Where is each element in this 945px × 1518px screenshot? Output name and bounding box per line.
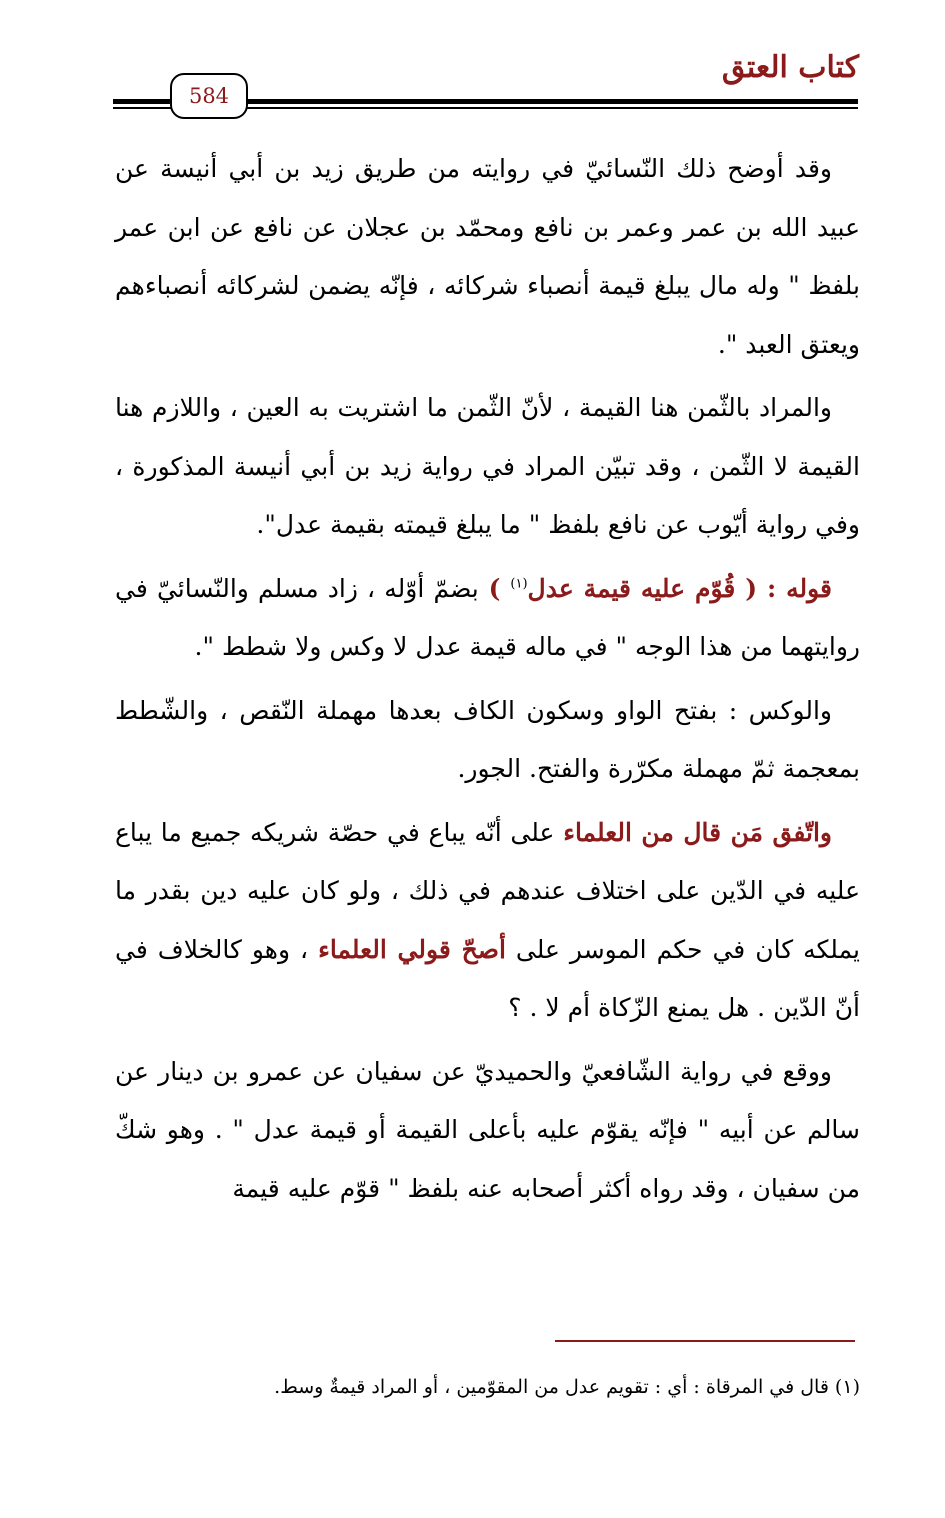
paragraph [115,1043,860,1219]
footnote: (١) قال في المرقاة : أي : تقويم عدل من المقوّمين ، أو المراد قيمةٌ وسط. [274,1376,860,1398]
page-number-badge: 584 [170,73,248,119]
paragraph [115,140,860,374]
paragraph [115,379,860,555]
chapter-title: كتاب العتق [721,50,859,85]
highlighted-text: قوله : ( قُوّم عليه قيمة عدل [527,573,832,603]
paragraph-text: والوكس : بفتح الواو وسكون الكاف بعدها مهملة النّقص ، والشّطط بمعجمة ثمّ مهملة مكرّرة والفتح. الجور. [115,695,860,783]
page-header [0,0,945,120]
footnote-separator [555,1340,855,1342]
paragraph-text: وقد أوضح ذلك النّسائيّ في روايته من طريق زيد بن أبي أنيسة عن عبيد الله بن عمر وعمر بن نافع ومحمّد بن عجلان عن نافع عن ابن عمر بلفظ " وله مال يبلغ قيمة أنصباء شركائه ، فإنّه يضمن لشركائه أنصباءهم ويعتق العبد ". [115,154,860,359]
paragraph-text: ، وهو كالخلاف في أنّ الدّين . هل يمنع الزّكاة أم لا . ؟ [115,934,860,1022]
paragraph-text: بضمّ أوّله ، زاد مسلم والنّسائيّ في روايتهما من هذا الوجه " في ماله قيمة عدل لا وكس ولا شطط ". [115,573,860,661]
paragraph [115,682,860,799]
paragraph-text: والمراد بالثّمن هنا القيمة ، لأنّ الثّمن ما اشتريت به العين ، واللازم هنا القيمة لا الثّمن ، وقد تبيّن المراد في رواية زيد بن أبي أنيسة المذكورة ، وفي رواية أيّوب عن نافع بلفظ " ما يبلغ قيمته بقيمة عدل". [115,393,860,539]
highlighted-text: ) [478,573,511,603]
highlighted-text: واتّفق مَن قال من العلماء [563,817,832,847]
paragraph [115,560,860,677]
highlighted-text: أصحّ قولي العلماء [318,934,506,964]
paragraph [115,804,860,1038]
paragraph-text: ووقع في رواية الشّافعيّ والحميديّ عن سفيان عن عمرو بن دينار عن سالم عن أبيه " فإنّه يقوّم عليه بأعلى القيمة أو قيمة عدل " . وهو شكّ من سفيان ، وقد رواه أكثر أصحابه عنه بلفظ " قوّم عليه قيمة [115,1056,860,1203]
paragraph-text: على أنّه يباع في حصّة شريكه جميع ما يباع عليه في الدّين على اختلاف عندهم في ذلك ، ولو كان عليه دين بقدر ما يملكه كان في حكم الموسر على [115,817,860,964]
main-text [115,140,860,1223]
footnote-marker: (١) [510,576,528,592]
